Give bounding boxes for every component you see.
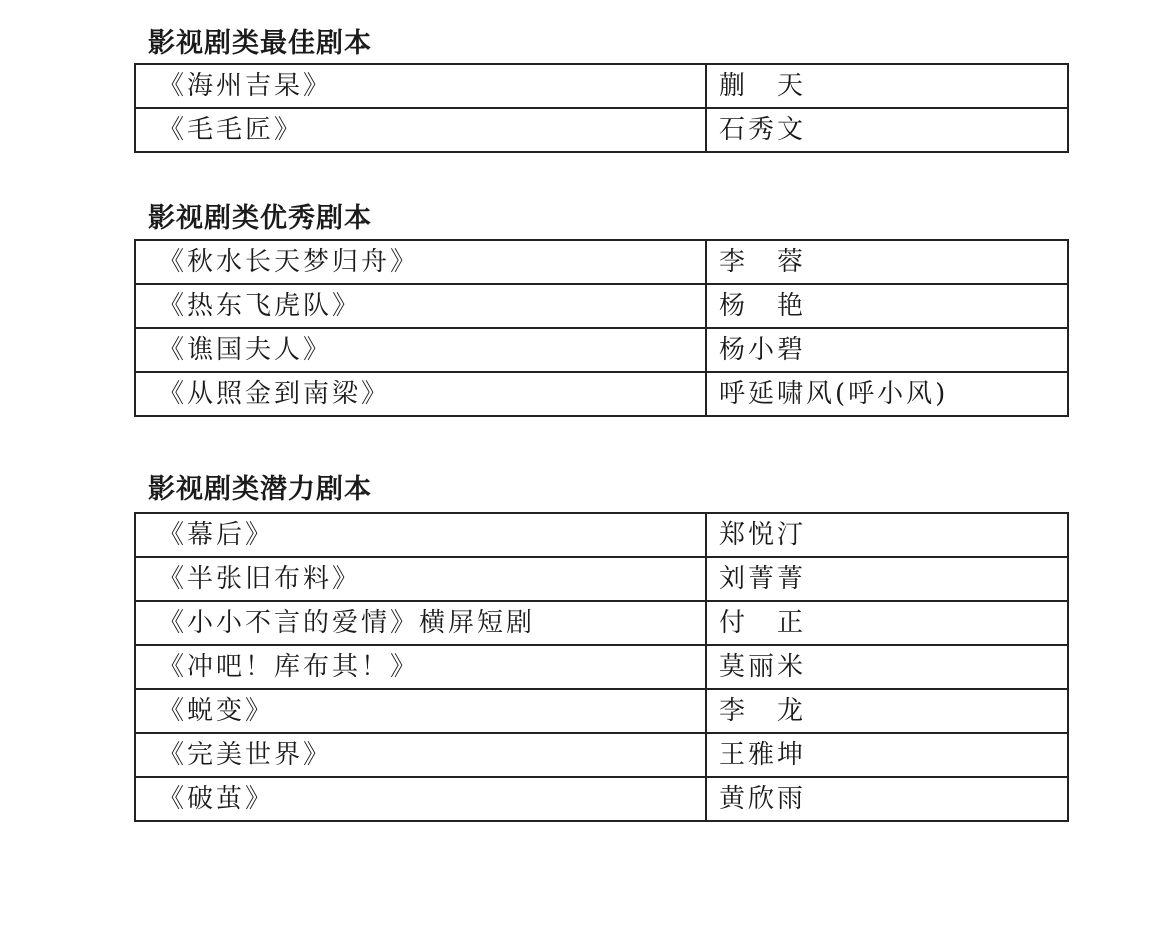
author-cell: 石秀文 xyxy=(706,108,1068,152)
work-title-cell: 《海州吉杲》 xyxy=(135,64,706,108)
author-cell: 刘菁菁 xyxy=(706,557,1068,601)
table-row xyxy=(135,645,1068,689)
author-cell: 杨小碧 xyxy=(706,328,1068,372)
work-title-cell: 《破茧》 xyxy=(135,777,706,821)
author-cell: 呼延啸风(呼小风) xyxy=(706,372,1068,416)
author-cell: 蒯 天 xyxy=(706,64,1068,108)
table-row xyxy=(135,733,1068,777)
author-cell: 黄欣雨 xyxy=(706,777,1068,821)
author-cell: 郑悦汀 xyxy=(706,513,1068,557)
table-row xyxy=(135,240,1068,284)
table-row xyxy=(135,513,1068,557)
work-title-cell: 《小小不言的爱情》横屏短剧 xyxy=(135,601,706,645)
work-title-cell: 《半张旧布料》 xyxy=(135,557,706,601)
table-row xyxy=(135,284,1068,328)
table-row xyxy=(135,777,1068,821)
author-cell: 王雅坤 xyxy=(706,733,1068,777)
award-table xyxy=(134,512,1069,822)
author-cell: 付 正 xyxy=(706,601,1068,645)
work-title-cell: 《秋水长天梦归舟》 xyxy=(135,240,706,284)
work-title-cell: 《幕后》 xyxy=(135,513,706,557)
work-title-cell: 《完美世界》 xyxy=(135,733,706,777)
work-title-cell: 《冲吧！库布其！》 xyxy=(135,645,706,689)
work-title-cell: 《谯国夫人》 xyxy=(135,328,706,372)
author-cell: 李 蓉 xyxy=(706,240,1068,284)
work-title-cell: 《热东飞虎队》 xyxy=(135,284,706,328)
table-row xyxy=(135,601,1068,645)
author-cell: 杨 艳 xyxy=(706,284,1068,328)
award-table xyxy=(134,63,1069,153)
section-heading: 影视剧类潜力剧本 xyxy=(148,474,372,505)
table-row xyxy=(135,64,1068,108)
table-row xyxy=(135,372,1068,416)
work-title-cell: 《蜕变》 xyxy=(135,689,706,733)
author-cell: 莫丽米 xyxy=(706,645,1068,689)
award-table xyxy=(134,239,1069,417)
author-cell: 李 龙 xyxy=(706,689,1068,733)
work-title-cell: 《毛毛匠》 xyxy=(135,108,706,152)
section-heading: 影视剧类优秀剧本 xyxy=(148,203,372,234)
table-row xyxy=(135,328,1068,372)
section-heading: 影视剧类最佳剧本 xyxy=(148,28,372,59)
table-row xyxy=(135,557,1068,601)
work-title-cell: 《从照金到南梁》 xyxy=(135,372,706,416)
table-row xyxy=(135,689,1068,733)
table-row xyxy=(135,108,1068,152)
